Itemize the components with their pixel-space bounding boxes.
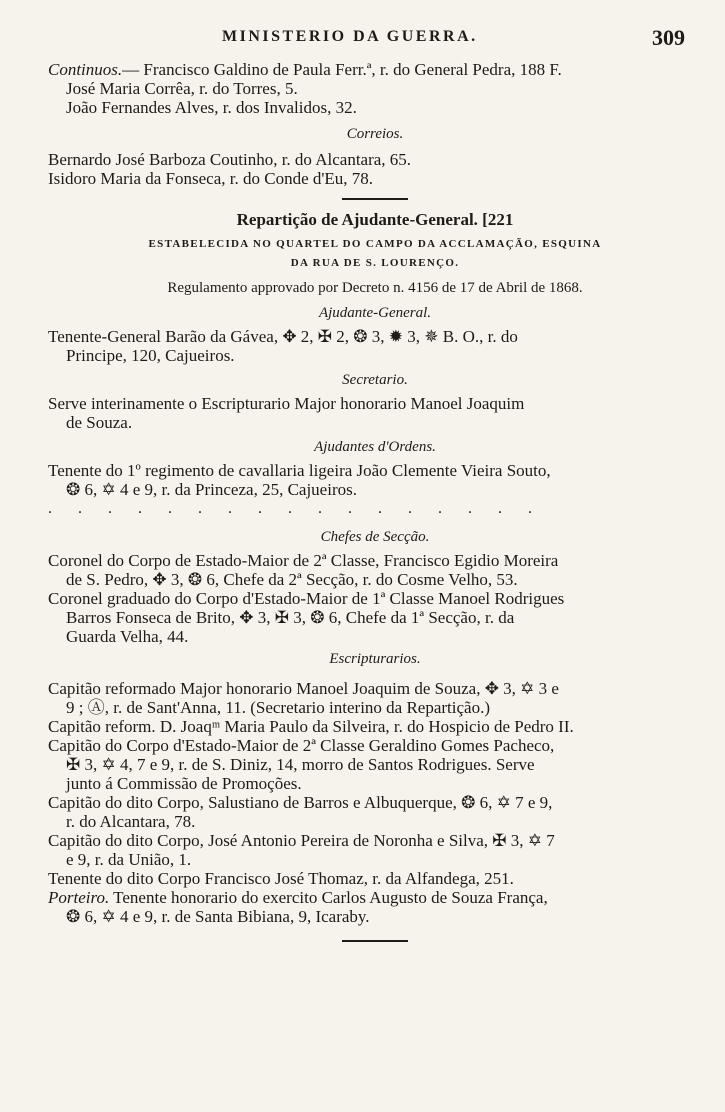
escripturarios-line: Capitão reform. D. Joaqᵐ Maria Paulo da Silveira, r. do Hospicio de Pedro II. — [48, 717, 574, 736]
porteiro-entry-1: Tenente honorario do exercito Carlos Augusto de Souza França, — [109, 888, 548, 907]
escripturarios-line: Capitão reformado Major honorario Manoel Joaquim de Souza, ✥ 3, ✡ 3 e — [48, 679, 559, 698]
escripturarios-line: Capitão do Corpo d'Estado-Maior de 2ª Classe Geraldino Gomes Pacheco, — [48, 736, 555, 755]
reparticao-heading: Repartição de Ajudante-General. [221 — [236, 210, 514, 229]
escripturarios-line: 9 ; Ⓐ, r. de Sant'Anna, 11. (Secretario interino da Repartição.) — [66, 698, 490, 717]
escripturarios-line: junto á Commissão de Promoções. — [66, 774, 302, 793]
reparticao-subheading-1: ESTABELECIDA NO QUARTEL DO CAMPO DA ACCLAMAÇÃO, ESQUINA — [148, 238, 602, 250]
escripturarios-line: r. do Alcantara, 78. — [66, 812, 196, 831]
escripturarios-line: Capitão do dito Corpo, Salustiano de Barros e Albuquerque, ❂ 6, ✡ 7 e 9, — [48, 793, 553, 812]
escripturarios-caption: Escripturarios. — [329, 651, 421, 667]
porteiro-line-1 — [48, 888, 702, 907]
secretario-caption: Secretario. — [342, 372, 408, 388]
correios-line-2: Isidoro Maria da Fonseca, r. do Conde d'Eu, 78. — [48, 169, 374, 188]
ajudantes-ordens-caption: Ajudantes d'Ordens. — [314, 439, 436, 455]
ajudantes-ordens-line-1: Tenente do 1º regimento de cavallaria ligeira João Clemente Vieira Souto, — [48, 461, 551, 480]
escripturarios-line: ✠ 3, ✡ 4, 7 e 9, r. de S. Diniz, 14, morro de Santos Rodrigues. Serve — [66, 755, 535, 774]
secretario-line-1: Serve interinamente o Escripturario Major honorario Manoel Joaquim — [48, 394, 525, 413]
dotted-leader: . . . . . . . . . . . . . . . . . — [48, 500, 543, 517]
porteiro-line-2: ❂ 6, ✡ 4 e 9, r. de Santa Bibiana, 9, Icaraby. — [66, 907, 370, 926]
escripturarios-line: Tenente do dito Corpo Francisco José Thomaz, r. da Alfandega, 251. — [48, 869, 514, 888]
escripturarios-line: e 9, r. da União, 1. — [66, 850, 192, 869]
ajudante-general-line-2: Principe, 120, Cajueiros. — [66, 346, 235, 365]
chefes-seccao-line: Guarda Velha, 44. — [66, 627, 189, 646]
correios-line-1: Bernardo José Barboza Coutinho, r. do Alcantara, 65. — [48, 150, 412, 169]
secretario-line-2: de Souza. — [66, 413, 133, 432]
chefes-seccao-line: Coronel do Corpo de Estado-Maior de 2ª Classe, Francisco Egidio Moreira — [48, 551, 559, 570]
reparticao-regulation: Regulamento approvado por Decreto n. 4156 de 17 de Abril de 1868. — [167, 280, 583, 296]
continuos-entry-1: — Francisco Galdino de Paula Ferr.ª, r. do General Pedra, 188 F. — [122, 60, 562, 79]
header-title: MINISTERIO DA GUERRA. — [222, 28, 478, 45]
running-header — [0, 25, 725, 52]
chefes-seccao-line: Coronel graduado do Corpo d'Estado-Maior de 1ª Classe Manoel Rodrigues — [48, 589, 565, 608]
closing-divider — [342, 940, 408, 942]
continuos-line-3: João Fernandes Alves, r. dos Invalidos, 32. — [66, 98, 357, 117]
reparticao-subheading-2: DA RUA DE S. LOURENÇO. — [290, 257, 460, 269]
continuos-line-2: José Maria Corrêa, r. do Torres, 5. — [66, 79, 298, 98]
continuos-label: Continuos. — [48, 60, 123, 79]
page-number: 309 — [652, 25, 685, 50]
ajudante-general-line-1: Tenente-General Barão da Gávea, ✥ 2, ✠ 2, ❂ 3, ✹ 3, ✵ B. O., r. do — [48, 327, 518, 346]
escripturarios-line: Capitão do dito Corpo, José Antonio Pereira de Noronha e Silva, ✠ 3, ✡ 7 — [48, 831, 555, 850]
porteiro-label: Porteiro. — [48, 888, 110, 907]
correios-caption: Correios. — [346, 126, 404, 142]
ajudante-general-caption: Ajudante-General. — [318, 305, 432, 321]
chefes-seccao-line: de S. Pedro, ✥ 3, ❂ 6, Chefe da 2ª Secção, r. do Cosme Velho, 53. — [66, 570, 518, 589]
chefes-seccao-caption: Chefes de Secção. — [320, 529, 430, 545]
chefes-seccao-line: Barros Fonseca de Brito, ✥ 3, ✠ 3, ❂ 6, Chefe da 1ª Secção, r. da — [66, 608, 515, 627]
ajudantes-ordens-line-2: ❂ 6, ✡ 4 e 9, r. da Princeza, 25, Cajueiros. — [66, 480, 357, 499]
continuos-line-1 — [48, 60, 702, 79]
text-block — [48, 60, 702, 942]
